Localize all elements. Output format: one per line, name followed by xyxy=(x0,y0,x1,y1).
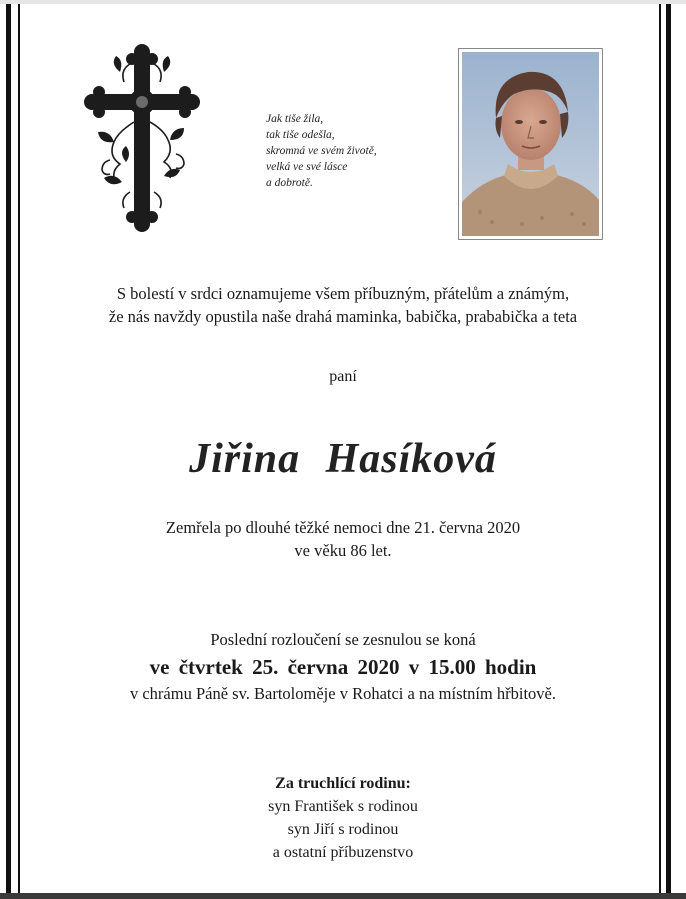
family-member: syn František s rodinou xyxy=(268,798,418,815)
poem-line: skromná ve svém životě, xyxy=(266,145,377,157)
death-line: Zemřela po dlouhé těžké nemoci dne 21. června 2020 xyxy=(165,518,521,537)
funeral-intro: Poslední rozloučení se zesnulou se koná xyxy=(210,630,476,649)
poem xyxy=(266,111,436,191)
deceased-name: Jiřina Hasíková xyxy=(189,436,497,482)
salutation: paní xyxy=(329,368,357,385)
funeral-place: v chrámu Páně sv. Bartoloměje v Rohatci a na místním hřbitově. xyxy=(129,684,556,703)
announcement-line: S bolestí v srdci oznamujeme všem příbuzným, přátelům a známým, xyxy=(116,284,570,303)
funeral-date-time: ve čtvrtek 25. června 2020 v 15.00 hodin xyxy=(149,655,537,679)
poem-line: velká ve své lásce xyxy=(266,161,348,173)
family-heading: Za truchlící rodinu: xyxy=(275,775,411,792)
cross-icon xyxy=(84,42,200,234)
death-line: ve věku 86 let. xyxy=(294,541,392,560)
top-edge xyxy=(0,0,686,4)
family-signature xyxy=(0,772,686,864)
announcement-line: že nás navždy opustila naše drahá maminka, babička, prababička a teta xyxy=(108,307,578,326)
portrait-frame xyxy=(458,48,603,240)
death-notice xyxy=(0,516,686,562)
funeral-info xyxy=(0,628,686,706)
family-member: a ostatní příbuzenstvo xyxy=(272,844,414,861)
bottom-edge xyxy=(0,893,686,899)
poem-line: a dobrotě. xyxy=(266,177,313,189)
family-member: syn Jiří s rodinou xyxy=(287,821,399,838)
announcement-text xyxy=(0,282,686,328)
poem-line: tak tiše odešla, xyxy=(266,129,335,141)
portrait-photo xyxy=(462,52,599,236)
poem-line: Jak tiše žila, xyxy=(266,113,324,125)
